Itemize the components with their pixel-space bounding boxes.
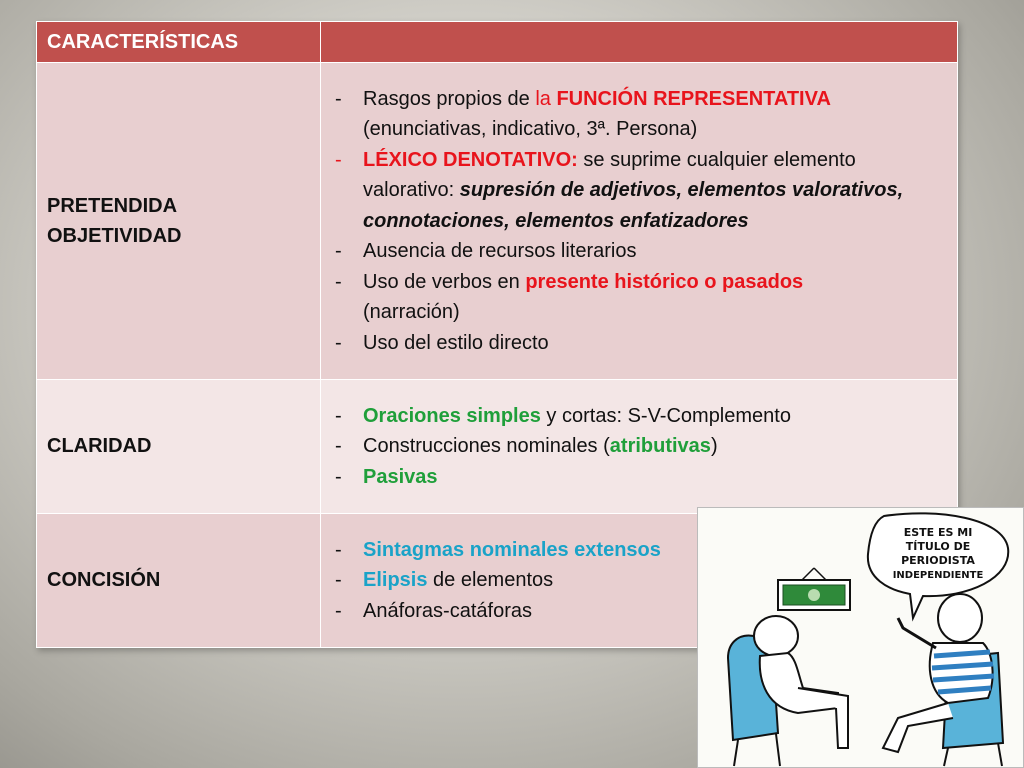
row-label-claridad: CLARIDAD: [37, 380, 321, 514]
bullet-list-claridad: [329, 401, 947, 493]
list-item: [329, 462, 947, 493]
list-item: [329, 84, 947, 145]
item-text: Construcciones nominales (: [363, 435, 610, 458]
bubble-line-4: INDEPENDIENTE: [892, 570, 984, 581]
bullet-dash: -: [335, 465, 342, 488]
item-text: Uso de verbos en: [363, 270, 526, 293]
list-item: [329, 145, 947, 237]
chair-leg: [944, 748, 948, 766]
item-text-red-bold: LÉXICO DENOTATIVO:: [363, 148, 578, 171]
list-item: [329, 236, 947, 267]
bullet-dash: -: [335, 599, 342, 622]
item-text: se suprime cualquier elemento valorativo:: [363, 148, 856, 202]
item-text: Uso del estilo directo: [363, 331, 549, 354]
table-row-objetividad: [37, 63, 958, 380]
row-label-line-2: OBJETIVIDAD: [47, 225, 182, 247]
item-text: (narración): [363, 301, 460, 324]
bullet-list-objetividad: [329, 84, 947, 359]
bullet-dash: -: [335, 404, 342, 427]
right-man-head: [938, 594, 982, 642]
row-label-objetividad: [37, 63, 321, 380]
item-text-blue-bold: Elipsis: [363, 569, 428, 592]
item-text-red-bold: presente histórico o pasados: [525, 270, 804, 293]
item-text: de elementos: [427, 569, 554, 592]
item-text-green-bold: Oraciones simples: [363, 404, 541, 427]
bullet-dash: -: [335, 538, 342, 561]
row-content-objetividad: [321, 63, 958, 380]
row-content-claridad: [321, 380, 958, 514]
bubble-line-1: ESTE ES MI: [903, 526, 973, 539]
bullet-dash: -: [335, 148, 342, 171]
chair-leg: [998, 743, 1002, 766]
cartoon-drawing: [698, 508, 1024, 768]
bullet-dash: -: [335, 270, 342, 293]
item-text: Ausencia de recursos literarios: [363, 240, 637, 263]
header-characteristics: CARACTERÍSTICAS: [37, 22, 321, 63]
row-label-line-1: PRETENDIDA: [47, 194, 178, 217]
item-text-blue-bold: Sintagmas nominales extensos: [363, 538, 661, 561]
table-header-row: [37, 22, 958, 63]
header-empty: [321, 22, 958, 63]
list-item: [329, 267, 947, 328]
item-text: Rasgos propios de: [363, 87, 536, 110]
table-row-claridad: [37, 380, 958, 514]
bubble-line-2: TÍTULO DE: [905, 540, 971, 553]
item-text-green-bold: atributivas: [609, 435, 711, 458]
left-man-head: [754, 616, 798, 656]
item-text: y cortas: S-V-Complemento: [540, 404, 791, 427]
pointing-arm: [898, 618, 936, 648]
bullet-dash: -: [335, 569, 342, 592]
bullet-dash: -: [335, 331, 342, 354]
bubble-line-3: PERIODISTA: [901, 554, 975, 567]
item-text-red-bold: FUNCIÓN REPRESENTATIVA: [556, 87, 831, 110]
item-text: ): [710, 435, 718, 458]
chair-leg: [776, 734, 780, 766]
list-item: [329, 431, 947, 462]
bullet-dash: -: [335, 87, 342, 110]
chair-leg: [734, 740, 738, 766]
item-text-red: la: [535, 87, 557, 110]
list-item: [329, 328, 947, 359]
item-text: Anáforas-catáforas: [363, 599, 532, 622]
list-item: [329, 401, 947, 432]
item-text-green-bold: Pasivas: [363, 465, 438, 488]
cartoon-illustration: [697, 507, 1024, 768]
item-text-bold-italic: supresión de adjetivos, elementos valorativos, connotaciones, elementos enfatizadores: [363, 179, 904, 232]
bullet-dash: -: [335, 435, 342, 458]
bill-portrait: [808, 589, 820, 601]
item-text: (enunciativas, indicativo, 3ª. Persona): [363, 118, 698, 141]
bullet-dash: -: [335, 240, 342, 263]
row-label-concision: CONCISIÓN: [37, 514, 321, 648]
